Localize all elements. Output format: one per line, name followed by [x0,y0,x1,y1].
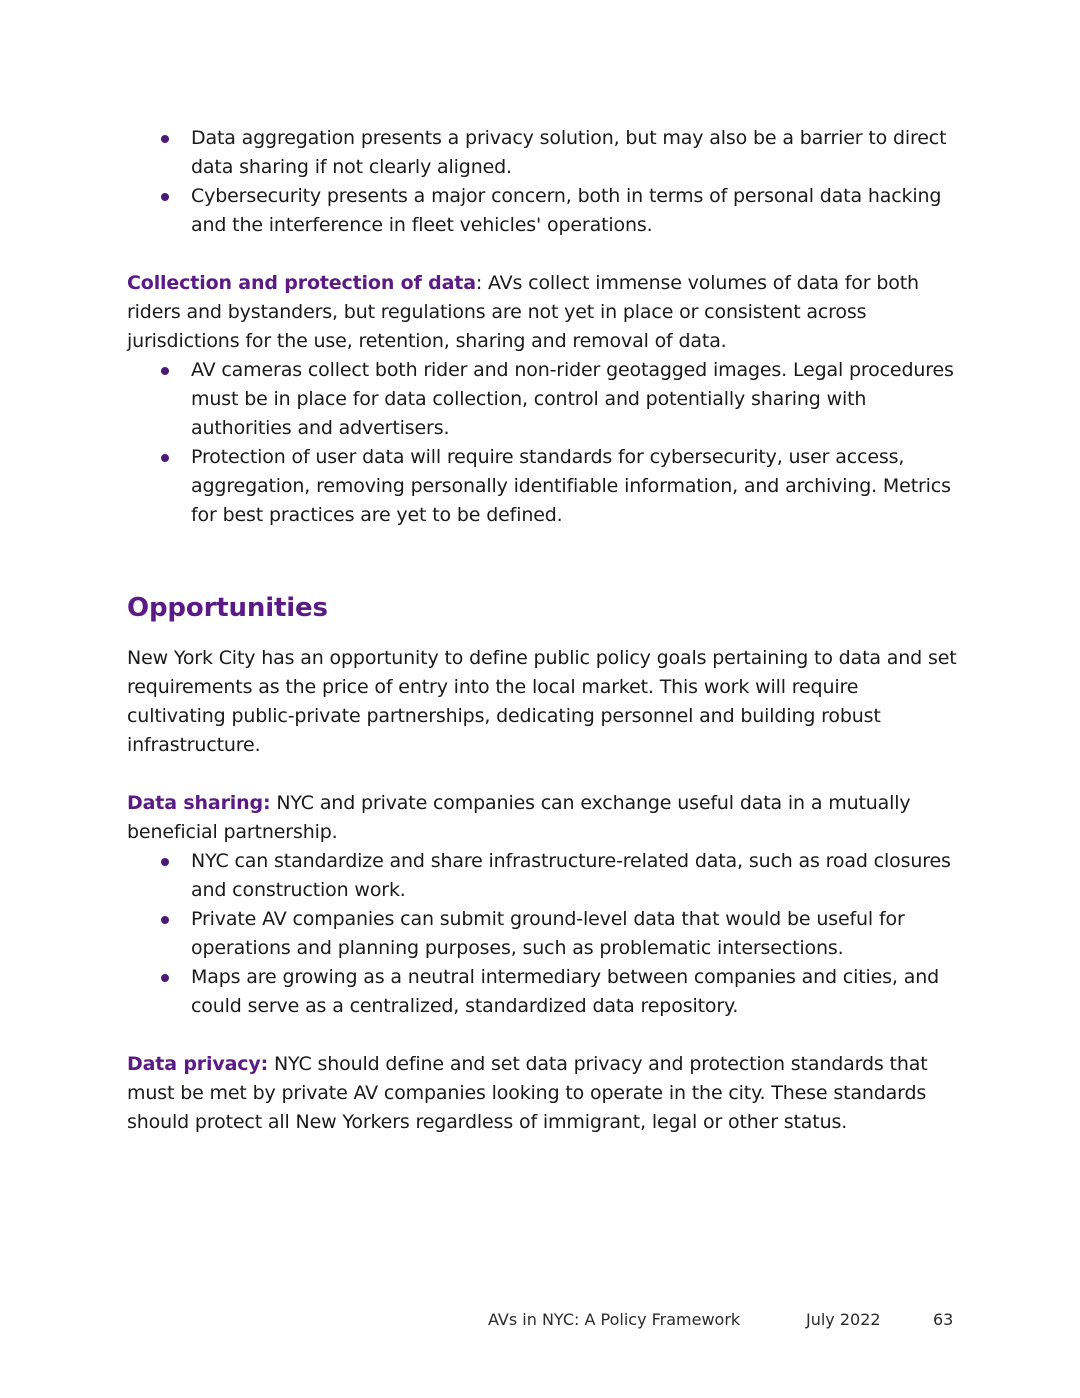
list-item [127,124,957,182]
opportunities-intro: New York City has an opportunity to define public policy goals pertaining to data and set requirements as the price of entry into the local market. This work will require cultivating public-private partnerships, dedicating personnel and building robust infrastructure. [127,647,957,756]
section-heading-opportunities: Opportunities [127,593,328,623]
data-privacy-text: NYC should define and set data privacy and protection standards that must be met by private AV companies looking to operate in the city. These standards should protect all New Yorkers regardless of immigrant, legal or other status. [127,1053,928,1133]
list-item-text: Maps are growing as a neutral intermediary between companies and cities, and could serve as a centralized, standardized data repository. [191,966,939,1017]
bullet-icon [161,974,169,982]
list-item [127,963,957,1021]
list-item [127,182,957,240]
list-item [127,356,957,443]
footer-title: AVs in NYC: A Policy Framework [488,1310,741,1329]
bullet-icon [161,193,169,201]
bullet-icon [161,454,169,462]
footer-date: July 2022 [806,1310,881,1329]
list-item-text: NYC can standardize and share infrastructure-related data, such as road closures and construction work. [191,850,951,901]
collection-paragraph [127,269,957,356]
list-item-text: Protection of user data will require standards for cybersecurity, user access, aggregation, removing personally identifiable information, and archiving. Metrics for best practices are yet to be defined. [191,446,951,526]
data-privacy-lead: Data privacy: [127,1053,269,1075]
intro-bullet-list [127,124,957,240]
list-item [127,847,957,905]
list-item-text: Cybersecurity presents a major concern, both in terms of personal data hacking and the interference in fleet vehicles' operations. [191,185,942,236]
bullet-icon [161,367,169,375]
bullet-icon [161,916,169,924]
data-privacy-paragraph [127,1050,957,1137]
list-item-text: Data aggregation presents a privacy solution, but may also be a barrier to direct data sharing if not clearly aligned. [191,127,947,178]
data-sharing-bullet-list [127,847,957,1021]
data-sharing-paragraph [127,789,957,847]
collection-bullet-list [127,356,957,530]
list-item-text: Private AV companies can submit ground-level data that would be useful for operations and planning purposes, such as problematic intersections. [191,908,905,959]
list-item [127,905,957,963]
data-sharing-lead: Data sharing: [127,792,271,814]
data-sharing-text: NYC and private companies can exchange useful data in a mutually beneficial partnership. [127,792,911,843]
page-number: 63 [933,1310,954,1329]
list-item [127,443,957,530]
bullet-icon [161,135,169,143]
document-body [127,124,957,1137]
list-item-text: AV cameras collect both rider and non-rider geotagged images. Legal procedures must be in place for data collection, control and potentially sharing with authorities and advertisers. [191,359,954,439]
collection-lead: Collection and protection of data [127,272,476,294]
collection-text: : AVs collect immense volumes of data for both riders and bystanders, but regulations are not yet in place or consistent across jurisdictions for the use, retention, sharing and removal of data. [127,272,919,352]
bullet-icon [161,858,169,866]
